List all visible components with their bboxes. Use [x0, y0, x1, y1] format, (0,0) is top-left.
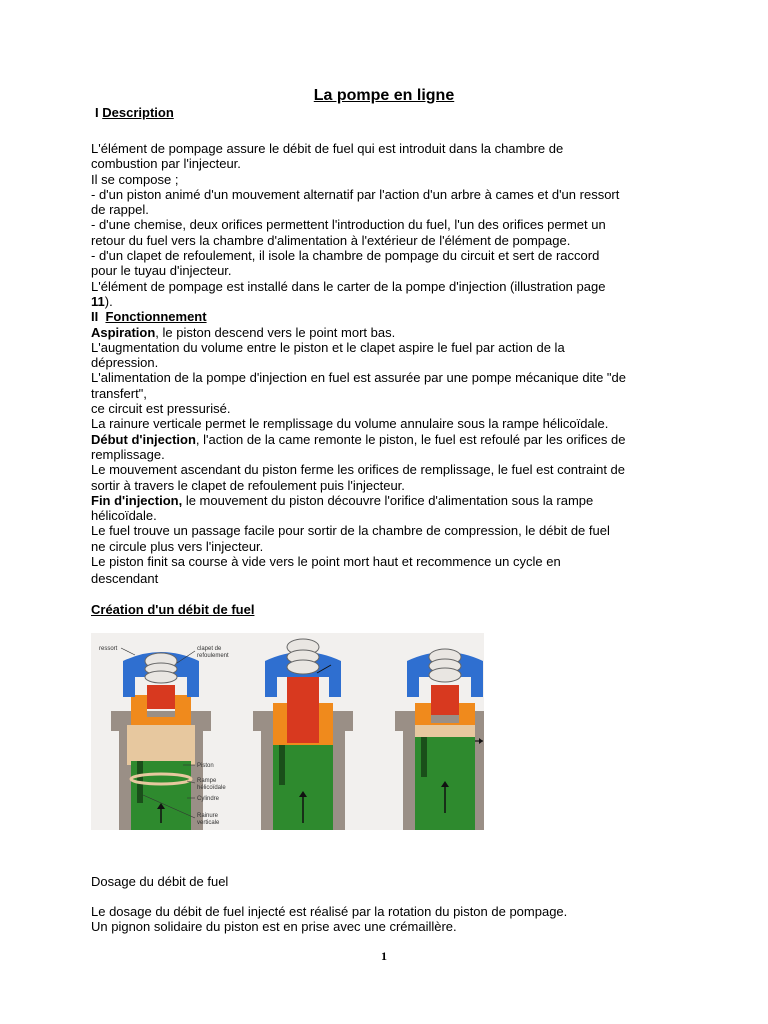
page-ref: 11	[91, 293, 105, 309]
paragraph-line: sortir à travers le clapet de refoulement puis l'injecteur.	[91, 477, 405, 493]
text-span: ).	[104, 293, 113, 309]
paragraph-line: hélicoïdale.	[91, 508, 157, 524]
paragraph-line: transfert",	[91, 385, 147, 401]
label-piston: Piston	[197, 763, 214, 769]
paragraph-line: L'augmentation du volume entre le piston et le clapet aspire le fuel par action de la	[91, 339, 565, 355]
label-rainure-2: verticale	[197, 820, 220, 826]
page-title: La pompe en ligne	[313, 87, 455, 104]
paragraph-line: de rappel.	[91, 202, 149, 218]
text-span: , l'action de la came remonte le piston, le fuel est refoulé par les orifices de	[195, 431, 626, 447]
dosage-heading: Dosage du débit de fuel	[91, 874, 229, 889]
section-number: I	[95, 105, 99, 120]
paragraph-line: - d'une chemise, deux orifices permettent l'introduction du fuel, l'un des orifices permet un	[91, 217, 606, 233]
paragraph-line: pour le tuyau d'injecteur.	[91, 263, 232, 279]
label-clapet-2: refoulement	[197, 653, 229, 659]
section-heading-description	[95, 105, 174, 120]
label-clapet-1: clapet de	[197, 646, 222, 652]
paragraph-line: remplissage.	[91, 446, 165, 462]
paragraph-line: dépression.	[91, 355, 159, 371]
pump-element-fin-injection	[395, 649, 484, 830]
label-ressort: ressort	[99, 646, 118, 652]
term-debut-injection: Début d'injection	[91, 431, 196, 447]
paragraph-line: L'alimentation de la pompe d'injection en fuel est assurée par une pompe mécanique dite "de	[91, 370, 626, 386]
pump-element-debut-injection	[253, 639, 353, 830]
paragraph-line: La rainure verticale permet le remplissage du volume annulaire sous la rampe hélicoïdale.	[91, 416, 609, 432]
paragraph-line: retour du fuel vers la chambre d'alimentation à l'extérieur de l'élément de pompage.	[91, 232, 571, 248]
label-cylindre: Cylindre	[197, 796, 220, 802]
page-number: 1	[381, 949, 387, 963]
pump-element-aspiration	[111, 652, 211, 830]
paragraph-line: Il se compose ;	[91, 171, 179, 187]
text-span: , le piston descend vers le point mort bas.	[155, 324, 396, 340]
text-span: le mouvement du piston découvre l'orifice d'alimentation sous la rampe	[182, 492, 594, 508]
paragraph-line	[91, 294, 691, 309]
pump-element-illustration	[91, 633, 484, 830]
paragraph-line: combustion par l'injecteur.	[91, 156, 241, 172]
paragraph-line: descendant	[91, 571, 159, 587]
section-heading-creation: Création d'un débit de fuel	[91, 602, 255, 617]
paragraph-line: ne circule plus vers l'injecteur.	[91, 538, 264, 554]
section-number: II	[91, 309, 99, 325]
paragraph-line: L'élément de pompage assure le débit de fuel qui est introduit dans la chambre de	[91, 141, 564, 156]
section-heading-fonctionnement	[91, 309, 691, 324]
paragraph-line	[91, 432, 691, 447]
paragraph-line: L'élément de pompage est installé dans le carter de la pompe d'injection (illustration page	[91, 278, 606, 294]
paragraph-line: Un pignon solidaire du piston est en prise avec une crémaillère.	[91, 919, 457, 935]
label-rainure-1: Rainure	[197, 813, 219, 819]
dosage-text	[91, 904, 567, 935]
paragraph-line	[91, 325, 691, 340]
term-fin-injection: Fin d'injection,	[91, 492, 183, 508]
paragraph-line: - d'un piston animé d'un mouvement alternatif par l'action d'un arbre à cames et d'un ressort	[91, 186, 620, 202]
label-rampe-2: hélicoïdale	[197, 785, 226, 791]
paragraph-line: ce circuit est pressurisé.	[91, 401, 231, 417]
pump-diagram-svg	[91, 633, 484, 830]
section-title: Description	[102, 105, 174, 120]
section-title: Fonctionnement	[105, 309, 207, 325]
paragraph-line: Le fuel trouve un passage facile pour sortir de la chambre de compression, le débit de fuel	[91, 523, 610, 539]
label-rampe-1: Rampe	[197, 778, 217, 784]
term-aspiration: Aspiration	[91, 324, 156, 340]
paragraph-line: Le piston finit sa course à vide vers le point mort haut et recommence un cycle en	[91, 554, 561, 570]
paragraph-line: Le mouvement ascendant du piston ferme les orifices de remplissage, le fuel est contraint de	[91, 462, 626, 478]
paragraph-line: - d'un clapet de refoulement, il isole la chambre de pompage du circuit et sert de raccord	[91, 248, 600, 264]
paragraph-line: Le dosage du débit de fuel injecté est réalisé par la rotation du piston de pompage.	[91, 904, 568, 919]
description-text	[91, 141, 691, 587]
paragraph-line	[91, 493, 691, 508]
